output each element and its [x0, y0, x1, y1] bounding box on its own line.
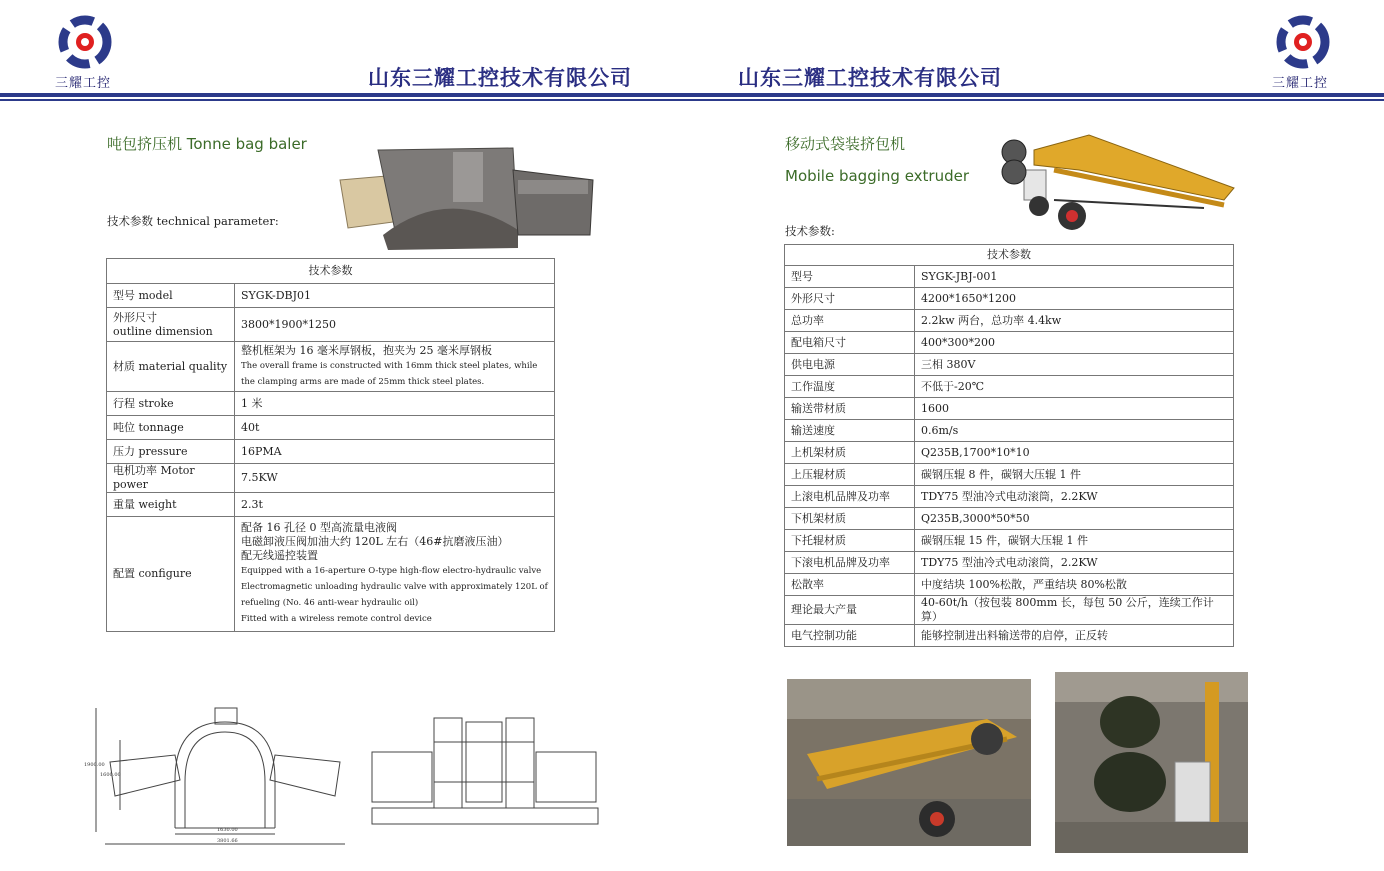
right-row-value: 不低于-20℃: [915, 376, 1234, 398]
right-row-label: 总功率: [785, 310, 915, 332]
right-product-title-cn: 移动式袋装挤包机: [785, 135, 906, 153]
material-cn: 整机框架为 16 毫米厚钢板，抱夹为 25 毫米厚钢板: [241, 343, 492, 357]
drawing-dim-4: 3801.66: [217, 838, 238, 844]
left-row-model-label: 型号 model: [107, 284, 235, 308]
logo-text-left: 三耀工控: [55, 76, 112, 91]
drawing-dim-2: 1600.00: [100, 772, 121, 778]
company-name-left: 山东三耀工控技术有限公司: [368, 66, 632, 90]
left-row-weight-label: 重量 weight: [107, 493, 235, 517]
right-param-label: 技术参数:: [785, 224, 835, 238]
left-row-tonnage-label: 吨位 tonnage: [107, 416, 235, 440]
left-row-dimension-value: 3800*1900*1250: [235, 308, 555, 342]
left-row-dimension-label: [107, 308, 235, 342]
right-product-title-en: Mobile bagging extruder: [785, 167, 970, 185]
configure-en-4: Fitted with a wireless remote control device: [241, 614, 432, 624]
right-row-value: TDY75 型油冷式电动滚筒，2.2KW: [915, 486, 1234, 508]
right-row-label: 外形尺寸: [785, 288, 915, 310]
right-row-value: 1600: [915, 398, 1234, 420]
right-row-label: 工作温度: [785, 376, 915, 398]
left-row-configure-label: 配置 configure: [107, 517, 235, 632]
right-row-value: 2.2kw 两台，总功率 4.4kw: [915, 310, 1234, 332]
baler-side-drawing: [366, 712, 606, 830]
right-row-label: 下机架材质: [785, 508, 915, 530]
left-row-weight-value: 2.3t: [235, 493, 555, 517]
left-row-material-label: 材质 material quality: [107, 342, 235, 392]
right-row-value: 能够控制进出料输送带的启停，正反转: [915, 625, 1234, 647]
left-row-pressure-label: 压力 pressure: [107, 440, 235, 464]
right-row-label: 供电电源: [785, 354, 915, 376]
left-product-title: 吨包挤压机 Tonne bag baler: [107, 135, 307, 153]
right-row-value: SYGK-JBJ-001: [915, 266, 1234, 288]
mobile-bagging-extruder-image: [994, 130, 1244, 238]
left-row-configure-value: [235, 517, 555, 632]
company-name-right: 山东三耀工控技术有限公司: [738, 66, 1002, 90]
drawing-dim-3: 1630.00: [217, 827, 238, 833]
right-row-label: 上滚电机品牌及功率: [785, 486, 915, 508]
tonne-bag-baler-image: [338, 140, 600, 252]
right-row-label: 型号: [785, 266, 915, 288]
left-row-pressure-value: 16PMA: [235, 440, 555, 464]
header-rule-thin: [0, 99, 1384, 101]
right-row-value: 40-60t/h（按包装 800mm 长，每包 50 公斤，连续工作计算）: [915, 596, 1234, 625]
left-row-power-value: 7.5KW: [235, 464, 555, 493]
left-spec-table: [106, 258, 555, 632]
right-row-value: Q235B,1700*10*10: [915, 442, 1234, 464]
material-en-2: the clamping arms are made of 25mm thick steel plates.: [241, 376, 485, 387]
right-spec-table: [784, 244, 1234, 647]
right-row-value: 三相 380V: [915, 354, 1234, 376]
left-row-stroke-value: 1 米: [235, 392, 555, 416]
right-row-value: 碳钢压辊 15 件，碳钢大压辊 1 件: [915, 530, 1234, 552]
right-row-label: 下托辊材质: [785, 530, 915, 552]
right-row-value: 碳钢压辊 8 件，碳钢大压辊 1 件: [915, 464, 1234, 486]
right-row-value: 中度结块 100%松散，严重结块 80%松散: [915, 574, 1234, 596]
configure-cn-2: 电磁卸液压阀加油大约 120L 左右（46#抗磨液压油）: [241, 535, 509, 548]
left-row-dimension-label-cn: 外形尺寸: [113, 310, 157, 324]
header-rule: [0, 93, 1384, 97]
right-row-value: 400*300*200: [915, 332, 1234, 354]
right-row-label: 下滚电机品牌及功率: [785, 552, 915, 574]
left-param-label: 技术参数 technical parameter:: [107, 214, 279, 228]
right-row-value: 4200*1650*1200: [915, 288, 1234, 310]
right-row-label: 松散率: [785, 574, 915, 596]
right-row-label: 上机架材质: [785, 442, 915, 464]
configure-cn-3: 配无线遥控装置: [241, 549, 318, 562]
right-row-value: Q235B,3000*50*50: [915, 508, 1234, 530]
material-en-1: The overall frame is constructed with 16mm thick steel plates, while: [241, 360, 538, 371]
right-row-label: 上压辊材质: [785, 464, 915, 486]
configure-en-1: Equipped with a 16-aperture O-type high-flow electro-hydraulic valve: [241, 566, 542, 576]
left-row-dimension-label-en: outline dimension: [113, 324, 213, 338]
left-row-tonnage-value: 40t: [235, 416, 555, 440]
logo-text-right: 三耀工控: [1272, 76, 1329, 91]
left-row-power-label: 电机功率 Motor power: [107, 464, 235, 493]
right-row-label: 输送带材质: [785, 398, 915, 420]
left-row-model-value: SYGK-DBJ01: [235, 284, 555, 308]
left-table-header: 技术参数: [107, 259, 555, 284]
extruder-workshop-photo-1: [787, 679, 1031, 846]
right-row-label: 理论最大产量: [785, 596, 915, 625]
configure-en-3: refueling (No. 46 anti-wear hydraulic oil): [241, 598, 419, 608]
right-row-value: TDY75 型油冷式电动滚筒，2.2KW: [915, 552, 1234, 574]
extruder-workshop-photo-2: [1055, 672, 1248, 853]
right-table-header: 技术参数: [785, 245, 1234, 266]
left-row-stroke-label: 行程 stroke: [107, 392, 235, 416]
baler-front-drawing: [80, 700, 360, 848]
configure-en-2: Electromagnetic unloading hydraulic valve with approximately 120L of: [241, 582, 548, 592]
left-row-material-value: [235, 342, 555, 392]
right-row-label: 配电箱尺寸: [785, 332, 915, 354]
right-row-value: 0.6m/s: [915, 420, 1234, 442]
drawing-dim-1: 1900.00: [84, 762, 105, 768]
configure-cn-1: 配备 16 孔径 0 型高流量电液阀: [241, 521, 397, 534]
right-row-label: 输送速度: [785, 420, 915, 442]
right-row-label: 电气控制功能: [785, 625, 915, 647]
